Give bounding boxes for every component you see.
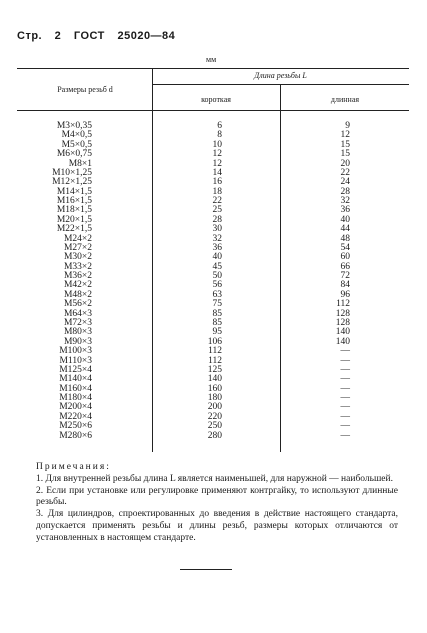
note-3: 3. Для цилиндров, спроектированных до введения в действие настоящего стандарта, допускается применять резьбы и длины резьб, размеры которых отличаются от установленных в настоящем стандарте. xyxy=(36,509,398,543)
short-length-cell: 25 xyxy=(212,205,222,216)
table-row xyxy=(0,131,427,140)
short-length-cell: 250 xyxy=(207,421,222,432)
long-length-cell: — xyxy=(340,393,350,404)
thread-size-cell: М10×1,25 xyxy=(52,167,92,178)
short-length-cell: 160 xyxy=(207,383,222,394)
thread-size-cell: М220×4 xyxy=(59,411,92,422)
short-length-cell: 14 xyxy=(212,167,222,178)
long-length-cell: 112 xyxy=(336,299,350,310)
page-prefix: Стр. xyxy=(17,30,43,42)
long-length-cell: 44 xyxy=(340,224,350,235)
thread-size-cell: М80×3 xyxy=(63,327,92,338)
thread-size-cell: М22×1,5 xyxy=(56,224,92,235)
thread-size-cell: М3×0,35 xyxy=(56,121,92,131)
short-length-cell: 75 xyxy=(212,299,222,310)
table-row xyxy=(0,150,427,159)
column-header-thread-length: Длина резьбы L xyxy=(254,71,307,80)
long-length-cell: 12 xyxy=(340,130,350,141)
long-length-cell: 66 xyxy=(340,261,350,272)
short-length-cell: 85 xyxy=(212,308,222,319)
long-length-cell: 22 xyxy=(340,167,350,178)
long-length-cell: 9 xyxy=(345,121,350,131)
thread-size-cell: М12×1,25 xyxy=(52,177,92,188)
thread-size-cell: М6×0,75 xyxy=(56,149,92,160)
long-length-cell: 15 xyxy=(340,149,350,160)
thread-size-cell: М8×1 xyxy=(68,158,92,169)
column-header-short: короткая xyxy=(201,95,231,104)
column-header-long: длинная xyxy=(330,95,360,104)
long-length-cell: 20 xyxy=(340,158,350,169)
short-length-cell: 16 xyxy=(212,177,222,188)
thread-size-cell: М200×4 xyxy=(59,402,92,413)
unit-label: мм xyxy=(206,55,217,64)
long-length-cell: — xyxy=(340,346,350,357)
long-length-cell: — xyxy=(340,421,350,432)
thread-size-cell: М33×2 xyxy=(63,261,92,272)
short-length-cell: 125 xyxy=(207,364,222,375)
thread-size-cell: М64×3 xyxy=(63,308,92,319)
short-length-cell: 36 xyxy=(212,242,222,253)
short-length-cell: 28 xyxy=(212,214,222,225)
long-length-cell: 28 xyxy=(340,186,350,197)
table-row xyxy=(0,225,427,234)
thread-size-cell: М18×1,5 xyxy=(56,205,92,216)
thread-size-cell: М4×0,5 xyxy=(61,130,92,141)
thread-size-cell: М36×2 xyxy=(63,271,92,282)
thread-size-cell: М90×3 xyxy=(63,336,92,347)
short-length-cell: 12 xyxy=(212,149,222,160)
thread-size-cell: М160×4 xyxy=(59,383,92,394)
thread-size-cell: М5×0,5 xyxy=(61,139,92,150)
short-length-cell: 32 xyxy=(212,233,222,244)
thread-size-cell: М280×6 xyxy=(59,430,92,441)
long-length-cell: 54 xyxy=(340,242,350,253)
column-header-thread-size: Размеры резьб d xyxy=(57,85,113,94)
table-row xyxy=(0,160,427,169)
short-length-cell: 56 xyxy=(212,280,222,291)
table-row xyxy=(0,347,427,356)
long-length-cell: 96 xyxy=(340,289,350,300)
thread-size-cell: М125×4 xyxy=(59,364,92,375)
short-length-cell: 106 xyxy=(207,336,222,347)
table-row xyxy=(0,253,427,262)
long-length-cell: — xyxy=(340,411,350,422)
standard-number: 25020—84 xyxy=(117,30,176,42)
long-length-cell: — xyxy=(340,383,350,394)
thread-size-cell: М100×3 xyxy=(59,346,92,357)
thread-size-cell: М110×3 xyxy=(59,355,92,366)
short-length-cell: 112 xyxy=(208,355,222,366)
long-length-cell: 128 xyxy=(335,317,350,328)
short-length-cell: 18 xyxy=(212,186,222,197)
short-length-cell: 8 xyxy=(217,130,222,141)
short-length-cell: 220 xyxy=(207,411,222,422)
long-length-cell: 72 xyxy=(340,271,350,282)
page-header xyxy=(17,30,184,42)
long-length-cell: 40 xyxy=(340,214,350,225)
table-row xyxy=(0,178,427,187)
long-length-cell: 24 xyxy=(340,177,350,188)
thread-size-cell: М30×2 xyxy=(63,252,92,263)
short-length-cell: 140 xyxy=(207,374,222,385)
long-length-cell: 140 xyxy=(335,336,350,347)
table-row xyxy=(0,357,427,366)
table-row xyxy=(0,403,427,412)
notes-section xyxy=(36,462,398,545)
long-length-cell: 32 xyxy=(340,196,350,207)
thread-size-cell: М16×1,5 xyxy=(56,196,92,207)
note-2: 2. Если при установке или регулировке применяют контргайку, то используют длинные резьбы. xyxy=(36,485,398,508)
note-1: 1. Для внутренней резьбы длина L является наименьшей, для наружной — наибольшей. xyxy=(36,473,393,484)
long-length-cell: 48 xyxy=(340,233,350,244)
thread-size-cell: М20×1,5 xyxy=(56,214,92,225)
thread-size-cell: М72×3 xyxy=(63,317,92,328)
short-length-cell: 6 xyxy=(217,121,222,131)
table-row xyxy=(0,328,427,337)
short-length-cell: 112 xyxy=(208,346,222,357)
table-header-rule xyxy=(17,110,409,111)
table-row xyxy=(0,422,427,431)
table-row xyxy=(0,300,427,309)
short-length-cell: 30 xyxy=(212,224,222,235)
long-length-cell: — xyxy=(340,374,350,385)
short-length-cell: 45 xyxy=(212,261,222,272)
long-length-cell: — xyxy=(340,355,350,366)
short-length-cell: 200 xyxy=(207,402,222,413)
thread-size-cell: М250×6 xyxy=(59,421,92,432)
short-length-cell: 63 xyxy=(212,289,222,300)
short-length-cell: 50 xyxy=(212,271,222,282)
table-row xyxy=(0,375,427,384)
long-length-cell: — xyxy=(340,364,350,375)
thread-size-cell: М27×2 xyxy=(63,242,92,253)
long-length-cell: 140 xyxy=(335,327,350,338)
thread-size-cell: М14×1,5 xyxy=(56,186,92,197)
footer-rule xyxy=(180,569,232,570)
long-length-cell: — xyxy=(340,402,350,413)
long-length-cell: 36 xyxy=(340,205,350,216)
page-number: 2 xyxy=(54,30,62,42)
thread-size-cell: М180×4 xyxy=(59,393,92,404)
thread-size-cell: М48×2 xyxy=(63,289,92,300)
table-row xyxy=(0,206,427,215)
short-length-cell: 10 xyxy=(212,139,222,150)
notes-title: Примечания: xyxy=(36,462,111,472)
thread-size-cell: М24×2 xyxy=(63,233,92,244)
long-length-cell: 84 xyxy=(340,280,350,291)
short-length-cell: 95 xyxy=(212,327,222,338)
short-length-cell: 85 xyxy=(212,317,222,328)
short-length-cell: 12 xyxy=(212,158,222,169)
long-length-cell: 15 xyxy=(340,139,350,150)
thread-size-cell: М56×2 xyxy=(63,299,92,310)
table-row xyxy=(0,432,427,441)
long-length-cell: — xyxy=(340,430,350,441)
thread-size-cell: М140×4 xyxy=(59,374,92,385)
short-length-cell: 22 xyxy=(212,196,222,207)
standard-label: ГОСТ xyxy=(73,30,105,42)
table-row xyxy=(0,281,427,290)
table-top-rule xyxy=(17,68,409,69)
long-length-cell: 60 xyxy=(340,252,350,263)
short-length-cell: 180 xyxy=(207,393,222,404)
long-length-cell: 128 xyxy=(335,308,350,319)
thread-size-cell: М42×2 xyxy=(63,280,92,291)
short-length-cell: 40 xyxy=(212,252,222,263)
short-length-cell: 280 xyxy=(207,430,222,441)
